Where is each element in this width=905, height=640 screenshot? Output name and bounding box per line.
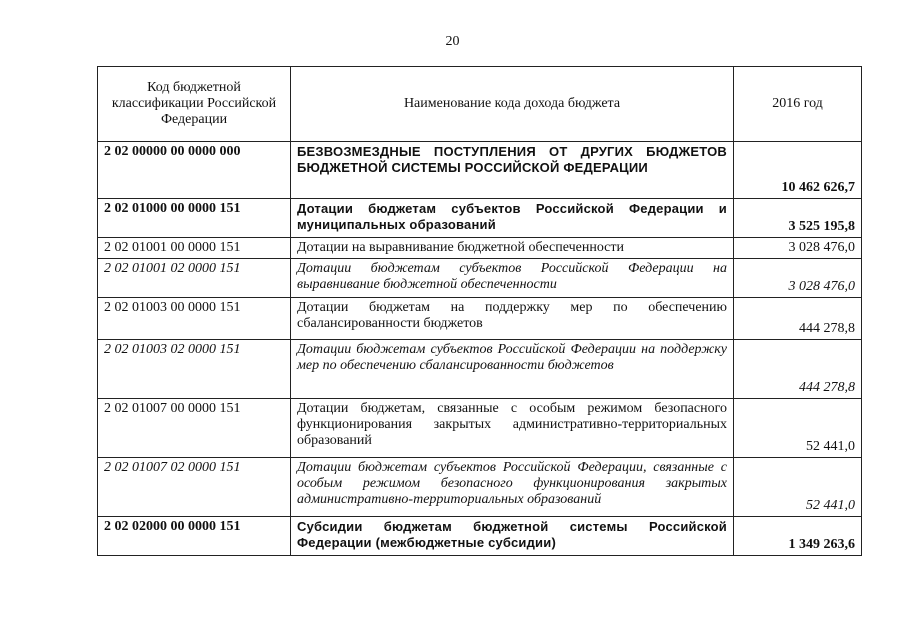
row-code: 2 02 01007 02 0000 151 (98, 458, 291, 517)
table-row (98, 199, 862, 238)
row-code: 2 02 01001 00 0000 151 (98, 238, 291, 259)
row-amount: 3 028 476,0 (734, 259, 862, 298)
header-code: Код бюджетной классификации Российской Федерации (98, 67, 291, 142)
row-name: Дотации бюджетам, связанные с особым режимом безопасного функционирования закрытых административно-территориальных образований (291, 399, 734, 458)
row-code: 2 02 01003 00 0000 151 (98, 298, 291, 340)
row-name: Дотации бюджетам субъектов Российской Федерации на поддержку мер по обеспечению сбалансированности бюджетов (291, 340, 734, 399)
table-row (98, 458, 862, 517)
row-name: БЕЗВОЗМЕЗДНЫЕ ПОСТУПЛЕНИЯ ОТ ДРУГИХ БЮДЖЕТОВ БЮДЖЕТНОЙ СИСТЕМЫ РОССИЙСКОЙ ФЕДЕРАЦИИ (291, 142, 734, 199)
page-number: 20 (445, 34, 460, 49)
row-amount: 52 441,0 (734, 458, 862, 517)
budget-revenue-table (97, 66, 862, 556)
row-name: Дотации на выравнивание бюджетной обеспеченности (291, 238, 734, 259)
row-code: 2 02 00000 00 0000 000 (98, 142, 291, 199)
table-row (98, 399, 862, 458)
table-row (98, 298, 862, 340)
table-row (98, 517, 862, 556)
row-name: Дотации бюджетам субъектов Российской Федерации и муниципальных образований (291, 199, 734, 238)
row-code: 2 02 01001 02 0000 151 (98, 259, 291, 298)
header-year: 2016 год (734, 67, 862, 142)
row-name: Дотации бюджетам субъектов Российской Федерации на выравнивание бюджетной обеспеченности (291, 259, 734, 298)
row-amount: 444 278,8 (734, 298, 862, 340)
row-amount: 444 278,8 (734, 340, 862, 399)
table-header-row (98, 67, 862, 142)
table-row (98, 238, 862, 259)
table-row (98, 259, 862, 298)
table-row (98, 142, 862, 199)
row-code: 2 02 01003 02 0000 151 (98, 340, 291, 399)
table-row (98, 340, 862, 399)
row-amount: 3 028 476,0 (734, 238, 862, 259)
row-amount: 10 462 626,7 (734, 142, 862, 199)
row-name: Субсидии бюджетам бюджетной системы Российской Федерации (межбюджетные субсидии) (291, 517, 734, 556)
row-amount: 52 441,0 (734, 399, 862, 458)
row-code: 2 02 01007 00 0000 151 (98, 399, 291, 458)
row-amount: 1 349 263,6 (734, 517, 862, 556)
row-name: Дотации бюджетам на поддержку мер по обеспечению сбалансированности бюджетов (291, 298, 734, 340)
row-code: 2 02 02000 00 0000 151 (98, 517, 291, 556)
header-name: Наименование кода дохода бюджета (291, 67, 734, 142)
row-amount: 3 525 195,8 (734, 199, 862, 238)
row-name: Дотации бюджетам субъектов Российской Федерации, связанные с особым режимом безопасного функционирования закрытых административно-территориальных образований (291, 458, 734, 517)
row-code: 2 02 01000 00 0000 151 (98, 199, 291, 238)
